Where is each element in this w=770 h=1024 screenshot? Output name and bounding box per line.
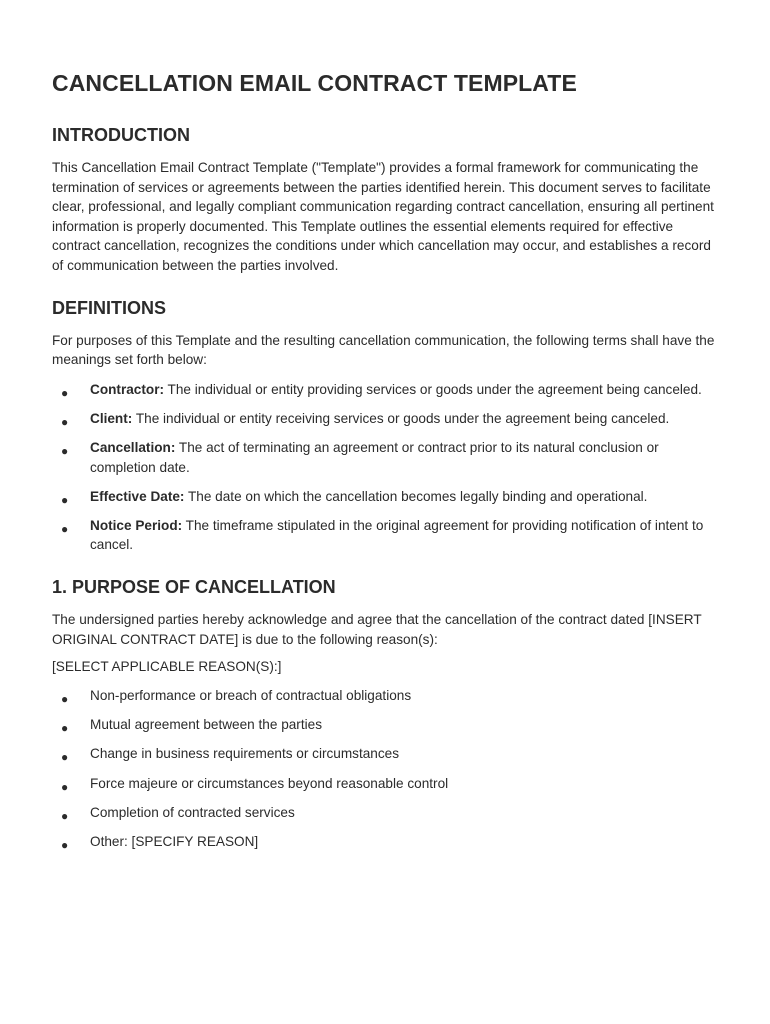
- bullet-icon: ●: [61, 720, 69, 735]
- definition-text: The individual or entity receiving services or goods under the agreement being canceled.: [132, 410, 670, 426]
- definition-term: Effective Date:: [90, 488, 185, 504]
- definitions-intro: For purposes of this Template and the resulting cancellation communication, the following terms shall have the meanings set forth below:: [52, 332, 715, 368]
- definition-item: [52, 487, 718, 507]
- reason-item: [52, 774, 718, 794]
- definition-term: Notice Period:: [90, 517, 183, 533]
- reason-text: Non-performance or breach of contractual obligations: [90, 687, 412, 703]
- reason-item: [52, 744, 718, 764]
- definition-text: The individual or entity providing services or goods under the agreement being canceled.: [164, 381, 702, 397]
- purpose-section: [52, 577, 718, 852]
- bullet-icon: ●: [61, 838, 69, 853]
- reason-item: [52, 803, 718, 823]
- definition-item: [52, 516, 718, 555]
- purpose-text: The undersigned parties hereby acknowledge and agree that the cancellation of the contract dated [INSERT ORIGINAL CONTRACT DATE] is due to the following reason(s):: [52, 611, 702, 647]
- definition-term: Cancellation:: [90, 439, 176, 455]
- reason-text: Change in business requirements or circumstances: [90, 746, 400, 762]
- bullet-icon: ●: [61, 521, 69, 536]
- definition-text: The act of terminating an agreement or contract prior to its natural conclusion or completion date.: [90, 439, 659, 475]
- purpose-heading: 1. PURPOSE OF CANCELLATION: [52, 576, 336, 597]
- bullet-icon: ●: [61, 492, 69, 507]
- reason-text: Mutual agreement between the parties: [90, 716, 322, 732]
- reasons-list: [52, 686, 718, 852]
- bullet-icon: ●: [61, 443, 69, 458]
- introduction-section: [52, 125, 718, 276]
- reason-text: Other: [SPECIFY REASON]: [90, 834, 259, 850]
- reason-item: [52, 686, 718, 706]
- definition-item: [52, 438, 718, 477]
- bullet-icon: ●: [61, 808, 69, 823]
- select-reasons-label: [SELECT APPLICABLE REASON(S):]: [52, 659, 282, 675]
- reason-text: Force majeure or circumstances beyond reasonable control: [90, 775, 449, 791]
- definitions-heading: DEFINITIONS: [52, 297, 167, 318]
- bullet-icon: ●: [61, 414, 69, 429]
- bullet-icon: ●: [61, 691, 69, 706]
- introduction-text: This Cancellation Email Contract Template ("Template") provides a formal framework for communicating the termination of services or agreements between the parties identified herein. This document serves to facilitate clear, professional, and legally compliant communication regarding contract cancellation, ensuring all pertinent information is properly documented. This Template outlines the essential elements required for effective contract cancellation, recognizes the conditions under which cancellation may occur, and establishes a record of communication between the parties involved.: [52, 160, 714, 273]
- definition-item: [52, 380, 718, 400]
- definitions-list: [52, 380, 718, 555]
- definition-text: The date on which the cancellation becomes legally binding and operational.: [184, 488, 648, 504]
- introduction-heading: INTRODUCTION: [52, 125, 190, 145]
- reason-item: [52, 715, 718, 735]
- reason-item: [52, 832, 718, 852]
- document-title: CANCELLATION EMAIL CONTRACT TEMPLATE: [52, 70, 577, 96]
- bullet-icon: ●: [61, 750, 69, 765]
- bullet-icon: ●: [61, 385, 69, 400]
- bullet-icon: ●: [61, 779, 69, 794]
- definition-term: Contractor:: [90, 381, 165, 397]
- definition-term: Client:: [90, 410, 133, 426]
- definition-item: [52, 409, 718, 429]
- reason-text: Completion of contracted services: [90, 804, 295, 820]
- definition-text: The timeframe stipulated in the original agreement for providing notification of intent to cancel.: [90, 517, 704, 553]
- definitions-section: [52, 298, 718, 555]
